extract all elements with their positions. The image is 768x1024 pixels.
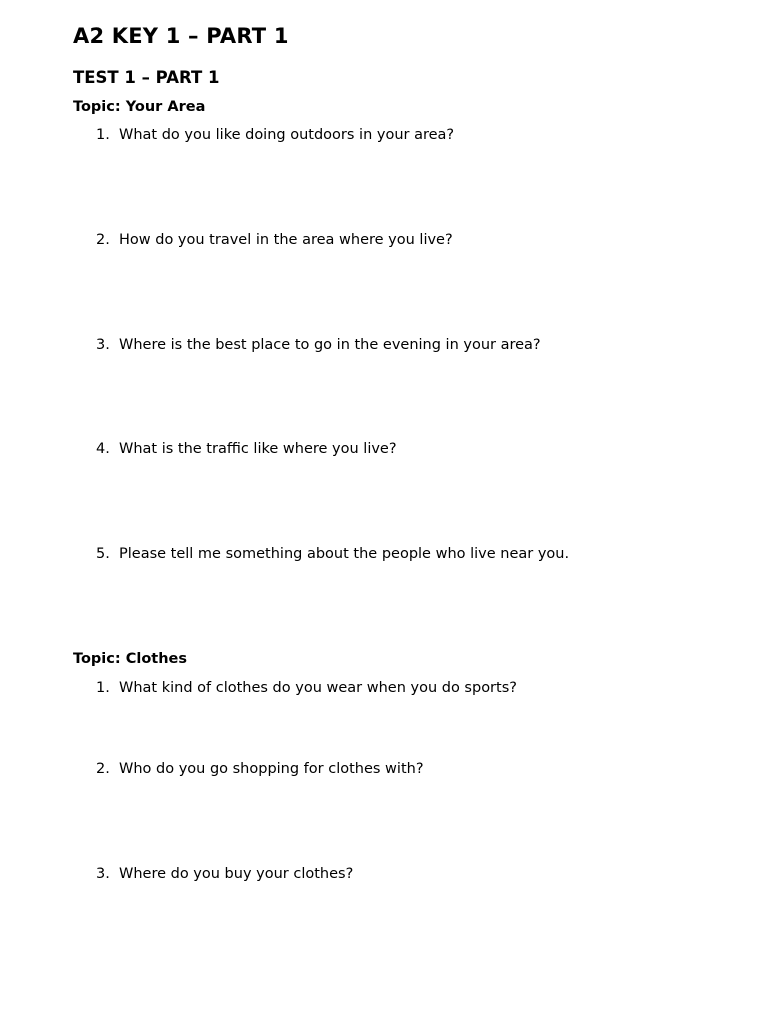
question-number: 3. bbox=[96, 337, 110, 353]
question-number: 1. bbox=[96, 127, 110, 143]
question-text: What kind of clothes do you wear when you do sports? bbox=[119, 680, 517, 696]
question-number: 2. bbox=[96, 232, 110, 248]
topic-heading: Topic: Your Area bbox=[73, 99, 206, 115]
question-number: 4. bbox=[96, 441, 110, 457]
question-text: Where do you buy your clothes? bbox=[119, 866, 354, 882]
topic-heading: Topic: Clothes bbox=[73, 651, 188, 667]
question-text: What is the traffic like where you live? bbox=[119, 441, 397, 457]
question-text: Please tell me something about the people who live near you. bbox=[119, 546, 570, 562]
test-subtitle: TEST 1 – PART 1 bbox=[73, 68, 220, 87]
question-text: What do you like doing outdoors in your area? bbox=[119, 127, 455, 143]
question-text: Where is the best place to go in the evening in your area? bbox=[119, 337, 541, 353]
page-title: A2 KEY 1 – PART 1 bbox=[73, 24, 289, 48]
question-number: 3. bbox=[96, 866, 110, 882]
question-number: 5. bbox=[96, 546, 110, 562]
question-text: How do you travel in the area where you live? bbox=[119, 232, 453, 248]
question-number: 1. bbox=[96, 680, 110, 696]
question-number: 2. bbox=[96, 761, 110, 777]
question-text: Who do you go shopping for clothes with? bbox=[119, 761, 424, 777]
